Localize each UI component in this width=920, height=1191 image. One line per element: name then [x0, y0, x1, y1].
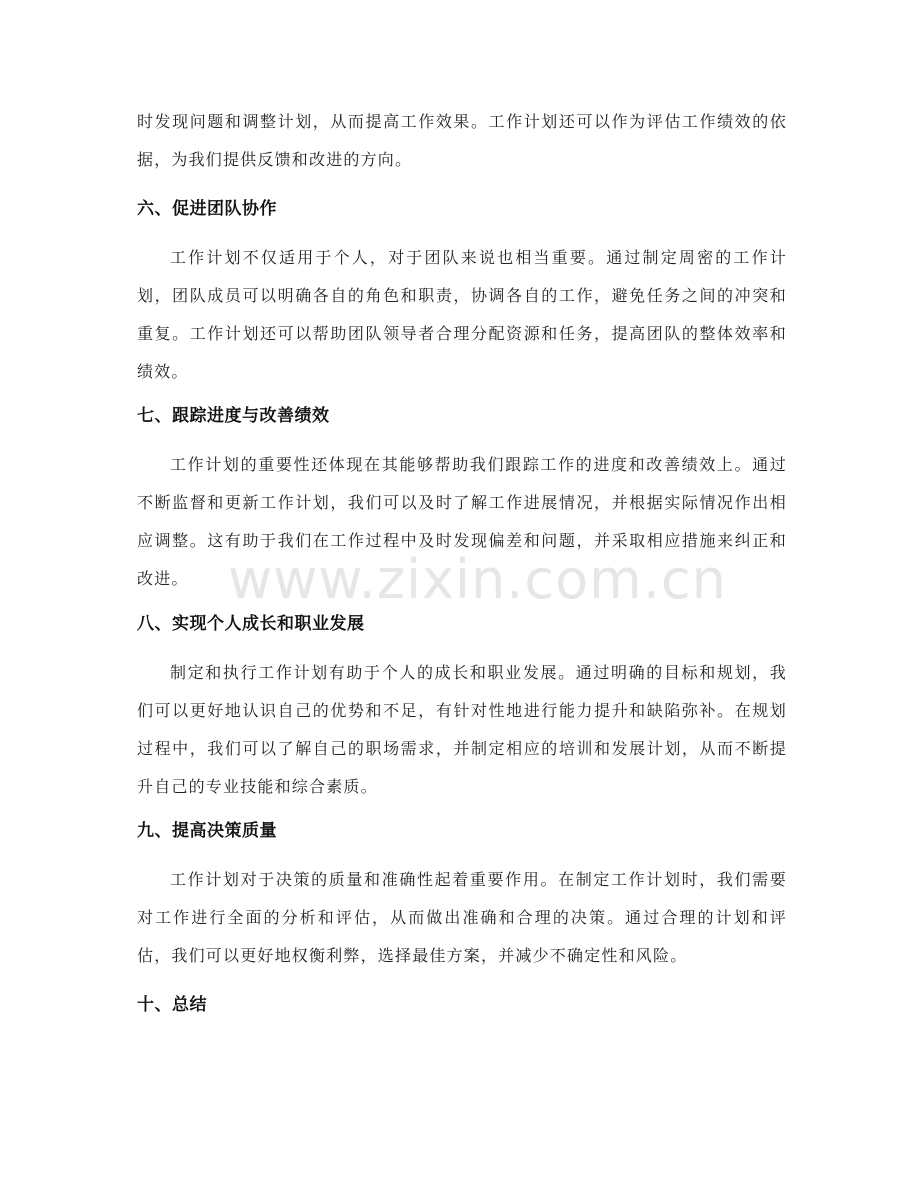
- section-9-body: [137, 861, 787, 975]
- paragraph: 工作计划的重要性还体现在其能够帮助我们跟踪工作的进度和改善绩效上。通过不断监督和更新工作计划，我们可以及时了解工作进展情况，并根据实际情况作出相应调整。这有助于我们在工作过程中及时发现偏差和问题，并采取相应措施来纠正和改进。: [137, 455, 787, 588]
- section-10: [137, 993, 787, 1017]
- section-7-body: [137, 446, 787, 598]
- paragraph: 工作计划不仅适用于个人，对于团队来说也相当重要。通过制定周密的工作计划，团队成员可以明确各自的角色和职责，协调各自的工作，避免任务之间的冲突和重复。工作计划还可以帮助团队领导者合理分配资源和任务，提高团队的整体效率和绩效。: [137, 248, 787, 381]
- section-5-continuation: [137, 103, 787, 179]
- section-heading: 六、促进团队协作: [137, 199, 277, 219]
- section-7: [137, 404, 787, 428]
- section-9: [137, 819, 787, 843]
- section-8: [137, 612, 787, 636]
- section-heading: 九、提高决策质量: [137, 821, 277, 841]
- section-heading: 七、跟踪进度与改善绩效: [137, 406, 330, 426]
- paragraph: 时发现问题和调整计划，从而提高工作效果。工作计划还可以作为评估工作绩效的依据，为我们提供反馈和改进的方向。: [137, 112, 787, 169]
- paragraph: 工作计划对于决策的质量和准确性起着重要作用。在制定工作计划时，我们需要对工作进行全面的分析和评估，从而做出准确和合理的决策。通过合理的计划和评估，我们可以更好地权衡利弊，选择最佳方案，并减少不确定性和风险。: [137, 870, 787, 965]
- section-heading: 八、实现个人成长和职业发展: [137, 614, 365, 634]
- watermark: www.zixin.com.cn: [228, 548, 727, 611]
- section-8-body: [137, 654, 787, 806]
- paragraph: 制定和执行工作计划有助于个人的成长和职业发展。通过明确的目标和规划，我们可以更好地认识自己的优势和不足，有针对性地进行能力提升和缺陷弥补。在规划过程中，我们可以了解自己的职场需求，并制定相应的培训和发展计划，从而不断提升自己的专业技能和综合素质。: [137, 663, 787, 796]
- section-6: [137, 197, 787, 221]
- section-6-body: [137, 239, 787, 391]
- section-heading: 十、总结: [137, 995, 207, 1015]
